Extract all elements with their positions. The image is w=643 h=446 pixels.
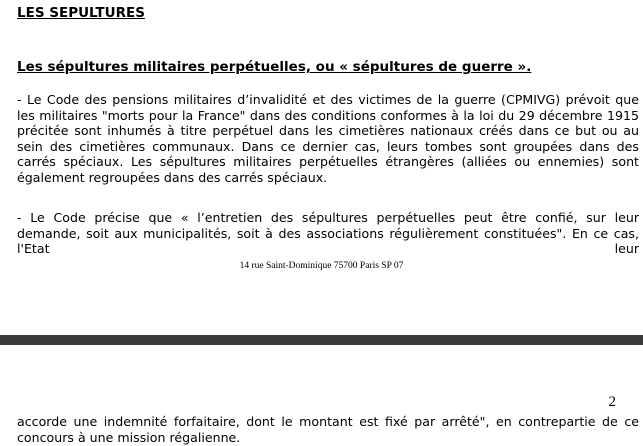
- section-heading: LES SEPULTURES: [17, 5, 145, 21]
- page-break-divider: [0, 335, 643, 345]
- paragraph-cpmivg: - Le Code des pensions militaires d’invalidité et des victimes de la guerre (CPMIVG) prévoit que les militaires "morts pour la France" dans des conditions conformes à la loi du 29 décembre 1915 précitée sont inhumés à titre perpétuel dans les cimetières nationaux créés dans ce but ou au sein des cimetières communaux. Dans ce dernier cas, leurs tombes sont groupées dans des carrés spéciaux. Les sépultures militaires perpétuelles étrangères (alliées ou ennemies) sont également regroupées dans des carrés spéciaux.: [17, 92, 639, 185]
- paragraph-continuation: accorde une indemnité forfaitaire, dont le montant est fixé par arrêté", en contrepartie de ce concours à une mission régalienne.: [17, 414, 639, 445]
- paragraph-code-entretien: - Le Code précise que « l’entretien des sépultures perpétuelles peut être confié, sur leur demande, soit aux municipalités, soit à des associations régulièrement constituées". En ce cas, l'Etat leur: [17, 210, 639, 257]
- page-number: 2: [608, 394, 616, 410]
- page-footer-address: 14 rue Saint-Dominique 75700 Paris SP 07: [239, 261, 404, 271]
- subsection-heading: Les sépultures militaires perpétuelles, ou « sépultures de guerre ».: [17, 59, 532, 75]
